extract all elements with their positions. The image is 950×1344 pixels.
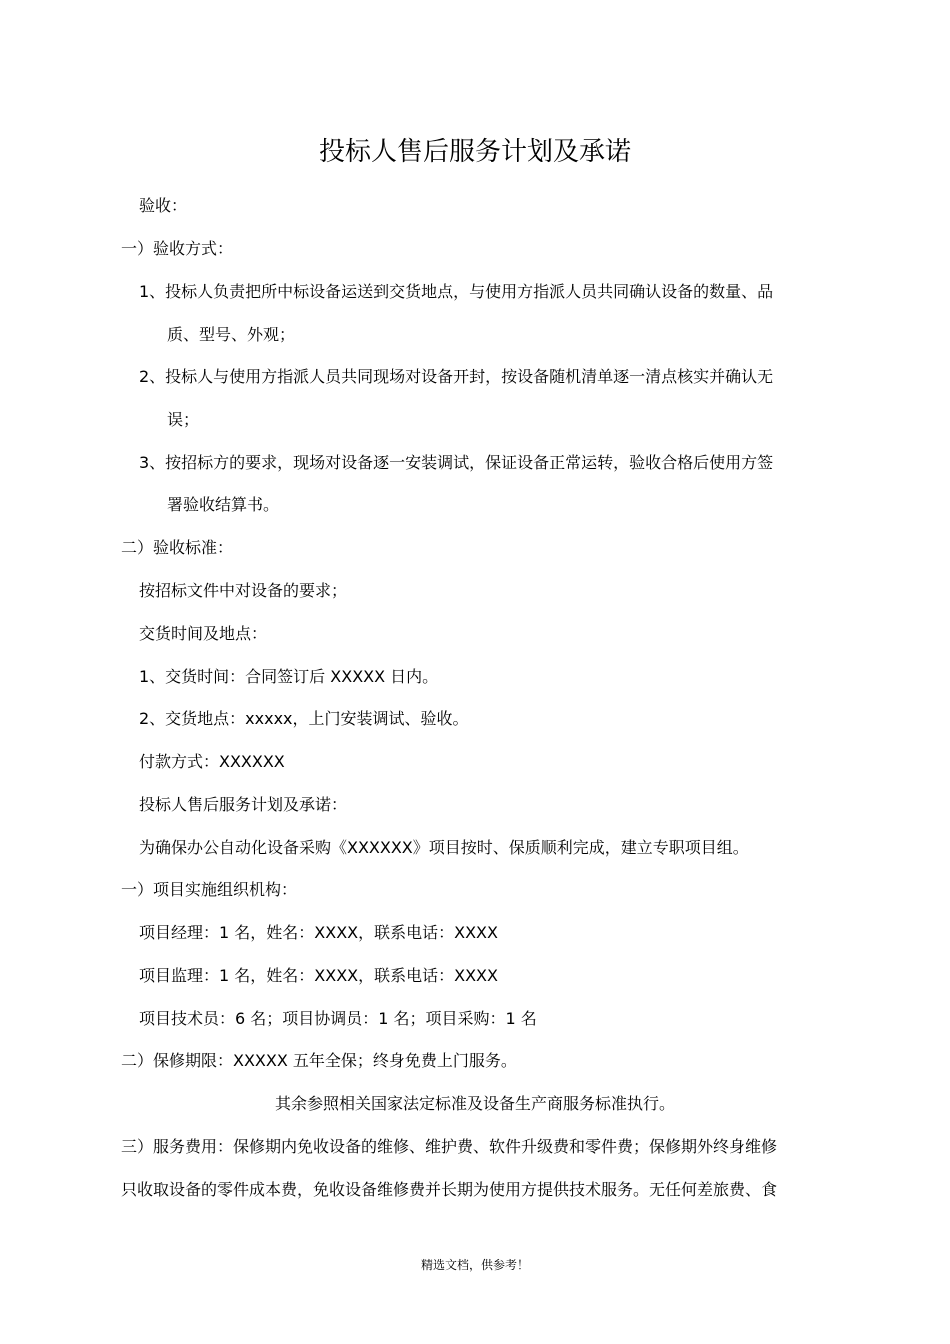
document-title: 投标人售后服务计划及承诺 [318,137,631,167]
service-plan-intro: 为确保办公自动化设备采购《XXXXXX》项目按时、保质顺利完成，建立专职项目组。 [139,838,749,857]
acceptance-item-2: 2、投标人与使用方指派人员共同现场对设备开封，按设备随机清单逐一清点核实并确认无 [139,367,774,386]
section-acceptance-heading: 验收： [139,196,188,215]
page-footer: 精选文档，供参考！ [420,1258,529,1272]
warranty-period: 二）保修期限：XXXXX 五年全保；终身免费上门服务。 [121,1051,517,1070]
service-fee: 三）服务费用：保修期内免收设备的维修、维护费、软件升级费和零件费；保修期外终身维修 [121,1137,778,1156]
service-fee-cont: 只收取设备的零件成本费，免收设备维修费并长期为使用方提供技术服务。无任何差旅费、食 [121,1180,778,1199]
project-supervisor: 项目监理：1 名，姓名：XXXX，联系电话：XXXX [139,966,498,985]
acceptance-item-3: 3、按招标方的要求，现场对设备逐一安装调试，保证设备正常运转，验收合格后使用方签 [139,453,774,472]
project-organization-heading: 一）项目实施组织机构： [121,880,298,899]
acceptance-item-1: 1、投标人负责把所中标设备运送到交货地点，与使用方指派人员共同确认设备的数量、品 [139,282,774,301]
delivery-location: 2、交货地点：xxxxx，上门安装调试、验收。 [139,709,469,728]
acceptance-item-1-cont: 质、型号、外观； [167,325,296,344]
project-staff: 项目技术员：6 名；项目协调员：1 名；项目采购：1 名 [139,1009,537,1028]
payment-method: 付款方式：XXXXXX [139,752,285,771]
delivery-time: 1、交货时间：合同签订后 XXXXX 日内。 [139,667,439,686]
acceptance-item-3-cont: 署验收结算书。 [167,495,280,514]
project-manager: 项目经理：1 名，姓名：XXXX，联系电话：XXXX [139,923,498,942]
delivery-heading: 交货时间及地点： [139,624,268,643]
service-plan-heading: 投标人售后服务计划及承诺： [139,795,348,814]
standards-note: 其余参照相关国家法定标准及设备生产商服务标准执行。 [274,1094,675,1113]
acceptance-item-2-cont: 误； [167,410,200,429]
acceptance-standard-heading: 二）验收标准： [121,538,234,557]
acceptance-method-heading: 一）验收方式： [121,239,234,258]
acceptance-standard-text: 按招标文件中对设备的要求； [139,581,348,600]
